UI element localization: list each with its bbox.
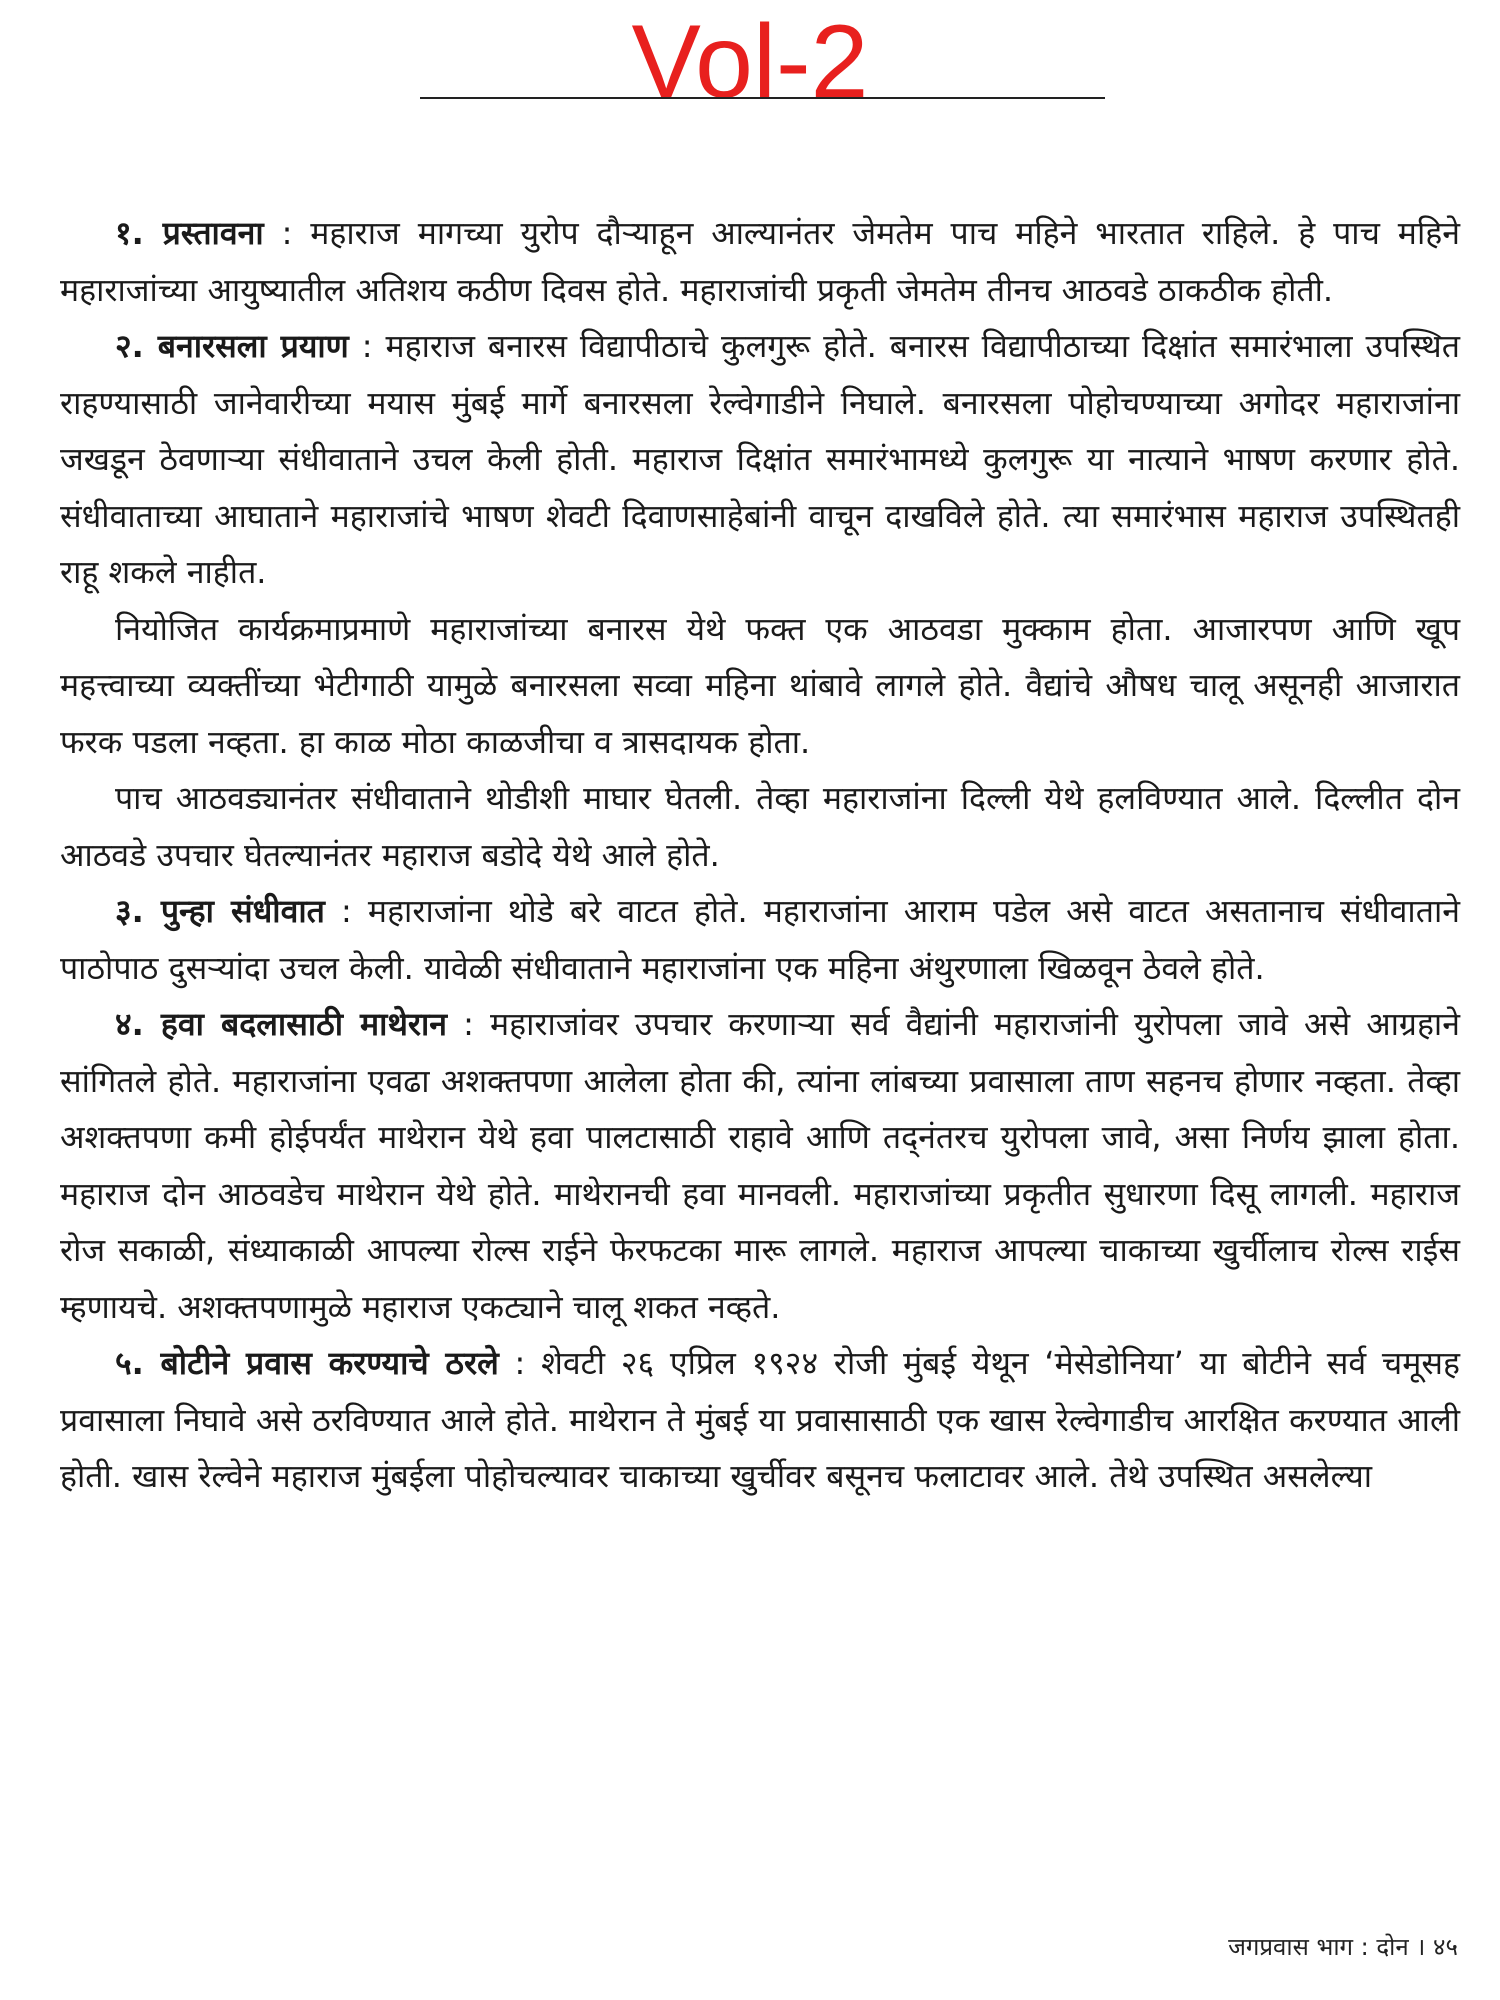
- section-heading: २. बनारसला प्रयाण: [115, 327, 349, 365]
- paragraph-text: : महाराज मागच्या युरोप दौऱ्याहून आल्यानंतर जेमतेम पाच महिने भारतात राहिले. हे पाच महिने महाराजांच्या आयुष्यातील अतिशय कठीण दिवस होते. महाराजांची प्रकृती जेमतेम तीनच आठवडे ठाकठीक होती.: [60, 214, 1460, 309]
- paragraph-text: नियोजित कार्यक्रमाप्रमाणे महाराजांच्या बनारस येथे फक्त एक आठवडा मुक्काम होता. आजारपण आणि खूप महत्त्वाच्या व्यक्तींच्या भेटीगाठी यामुळे बनारसला सव्वा महिना थांबावे लागले होते. वैद्यांचे औषध चालू असूनही आजारात फरक पडला नव्हता. हा काळ मोठा काळजीचा व त्रासदायक होता.: [60, 609, 1460, 761]
- section-heading: ४. हवा बदलासाठी माथेरान: [115, 1005, 448, 1043]
- paragraph-matheran: [60, 996, 1460, 1335]
- paragraph-text: : महाराजांना थोडे बरे वाटत होते. महाराजांना आराम पडेल असे वाटत असतानाच संधीवाताने पाठोपाठ दुसऱ्यांदा उचल केली. यावेळी संधीवाताने महाराजांना एक महिना अंथुरणाला खिळवून ठेवले होते.: [60, 892, 1460, 987]
- page-body: [60, 205, 1460, 1505]
- paragraph-rheumatism-again: [60, 883, 1460, 996]
- paragraph-introduction: [60, 205, 1460, 318]
- section-heading: ३. पुन्हा संधीवात: [115, 892, 325, 930]
- paragraph-text: : महाराज बनारस विद्यापीठाचे कुलगुरू होते. बनारस विद्यापीठाच्या दिक्षांत समारंभाला उपस्थित राहण्यासाठी जानेवारीच्या मयास मुंबई मार्गे बनारसला रेल्वेगाडीने निघाले. बनारसला पोहोचण्याच्या अगोदर महाराजांना जखडून ठेवणाऱ्या संधीवाताने उचल केली होती. महाराज दिक्षांत समारंभामध्ये कुलगुरू या नात्याने भाषण करणार होते. संधीवाताच्या आघाताने महाराजांचे भाषण शेवटी दिवाणसाहेबांनी वाचून दाखविले होते. त्या समारंभास महाराज उपस्थितही राहू शकले नाहीत.: [60, 327, 1460, 591]
- paragraph-text: : शेवटी २६ एप्रिल १९२४ रोजी मुंबई येथून ‘मेसेडोनिया’ या बोटीने सर्व चमूसह प्रवासाला निघावे असे ठरविण्यात आले होते. माथेरान ते मुंबई या प्रवासासाठी एक खास रेल्वेगाडीच आरक्षित करण्यात आली होती. खास रेल्वेने महाराज मुंबईला पोहोचल्यावर चाकाच्या खुर्चीवर बसूनच फलाटावर आले. तेथे उपस्थित असलेल्या: [60, 1344, 1460, 1495]
- paragraph-delhi-baroda: [60, 770, 1460, 883]
- paragraph-ship-voyage: [60, 1335, 1460, 1505]
- paragraph-banaras-journey: [60, 318, 1460, 601]
- page-footer: जगप्रवास भाग : दोन । ४५: [1228, 1933, 1458, 1961]
- volume-title: Vol-2: [631, 4, 869, 120]
- section-heading: ५. बोटीने प्रवास करण्याचे ठरले: [115, 1344, 499, 1382]
- paragraph-text: पाच आठवड्यानंतर संधीवाताने थोडीशी माघार घेतली. तेव्हा महाराजांना दिल्ली येथे हलविण्यात आले. दिल्लीत दोन आठवडे उपचार घेतल्यानंतर महाराज बडोदे येथे आले होते.: [60, 779, 1460, 874]
- paragraph-banaras-stay: [60, 601, 1460, 771]
- paragraph-text: : महाराजांवर उपचार करणाऱ्या सर्व वैद्यांनी महाराजांनी युरोपला जावे असे आग्रहाने सांगितले होते. महाराजांना एवढा अशक्तपणा आलेला होता की, त्यांना लांबच्या प्रवासाला ताण सहनच होणार नव्हता. तेव्हा अशक्तपणा कमी होईपर्यंत माथेरान येथे हवा पालटासाठी राहावे आणि तद्नंतरच युरोपला जावे, असा निर्णय झाला होता. महाराज दोन आठवडेच माथेरान येथे होते. माथेरानची हवा मानवली. महाराजांच्या प्रकृतीत सुधारणा दिसू लागली. महाराज रोज सकाळी, संध्याकाळी आपल्या रोल्स राईने फेरफटका मारू लागले. महाराज आपल्या चाकाच्या खुर्चीलाच रोल्स राईस म्हणायचे. अशक्तपणामुळे महाराज एकट्याने चालू शकत नव्हते.: [60, 1005, 1460, 1326]
- section-heading: १. प्रस्तावना: [115, 214, 264, 252]
- title-underline: [420, 97, 1105, 99]
